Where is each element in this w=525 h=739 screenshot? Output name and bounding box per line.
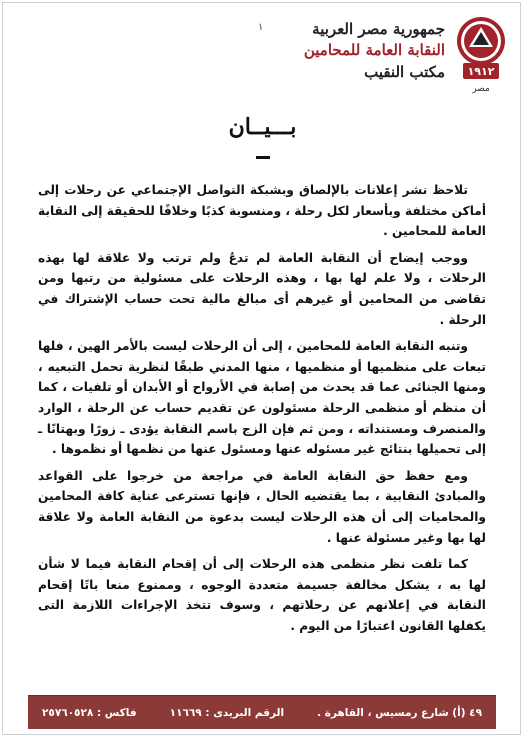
syndicate-name: النقابة العامة للمحامين	[303, 41, 445, 59]
paragraph: كما تلفت نظر منظمى هذه الرحلات إلى أن إقحام النقابة فيما لا شأن لها به ، يشكل مخالفة جسيمة متعددة الوجوه ، وممنوع منعا باتًا إقحام النقابة في إعلانهم عن رحلاتهم ، وسوف تتخذ الإجراءات اللازمة التى يكفلها القانون اعتبارًا من اليوم .	[38, 557, 486, 633]
paragraph: تلاحظ نشر إعلانات بالإلصاق وبشبكة التواصل الإجتماعي عن رحلات إلى أماكن مختلفة وبأسعار لكل رحلة ، ومنسوبة كذبًا وخلافًا للحقيقة إلى النقابة العامة للمحامين .	[38, 183, 486, 239]
logo-country: مصر	[472, 84, 490, 94]
paragraph: ووجب إيضاح أن النقابة العامة لم تدعُ ولم ترتب ولا علاقة لها بهذه الرحلات ، ولا علم لها بها ، وهذه الرحلات على مسئولية من رتبها ومن تقاضى من المحامين أو غيرهم أى مبالغ مالية تحت حساب الإشتراك في الرحلة .	[38, 250, 486, 327]
country-name: جمهورية مصر العربية	[312, 20, 445, 38]
footer-postal-code: الرقم البريدى : ١١٦٦٩	[169, 706, 285, 719]
footer-bar	[28, 695, 496, 729]
letterhead	[245, 18, 445, 84]
paragraph: ومع حفظ حق النقابة العامة في مراجعة من خرجوا على القواعد والمبادئ النقابية ، بما يقتضيه الحال ، فإنها تسترعى عناية كافة المحامين والمحاميات إلى أن هذه الرحلات ليست بدعوة من النقابة العامة ولا علاقة لها بها وغير مسئولة عنها .	[38, 468, 486, 545]
logo-year: ١٩١٢	[467, 65, 495, 78]
syndicate-logo-icon	[453, 15, 509, 99]
footer-fax: فاكس : ٢٥٧٦٠٥٢٨	[42, 706, 137, 719]
title-divider	[256, 156, 270, 159]
page-title: بـــيــان	[228, 114, 297, 140]
statement-body	[38, 180, 486, 642]
footer-address: ٤٩ (أ) شارع رمسيس ، القاهرة .	[317, 706, 482, 719]
paragraph: وتنبه النقابة العامة للمحامين ، إلى أن الرحلات ليست بالأمر الهين ، فلها تبعات على منظميها أو منظميها ، منها المدني طبقًا لنظرية تحمل التبعيه ، ومنها الجنائى عما قد يحدث من إصابة في الأرواح أو الأبدان أو تلفيات ، كما أن منظم أو منظمى الرحلة مسئولون عن تقديم حساب عن الرحلة ، الوارد والمنصرف ومستنداته ، ومن ثم فإن الزج باسم النقابة يؤدى ـ زورًا وبهتانًا ـ إلى تحميلها بنتائج غير مسئوله عنها ومسئول عنها من نظمها أو نظموها .	[38, 339, 486, 457]
page-number: ١	[258, 22, 264, 33]
office-name: مكتب النقيب	[364, 63, 445, 81]
